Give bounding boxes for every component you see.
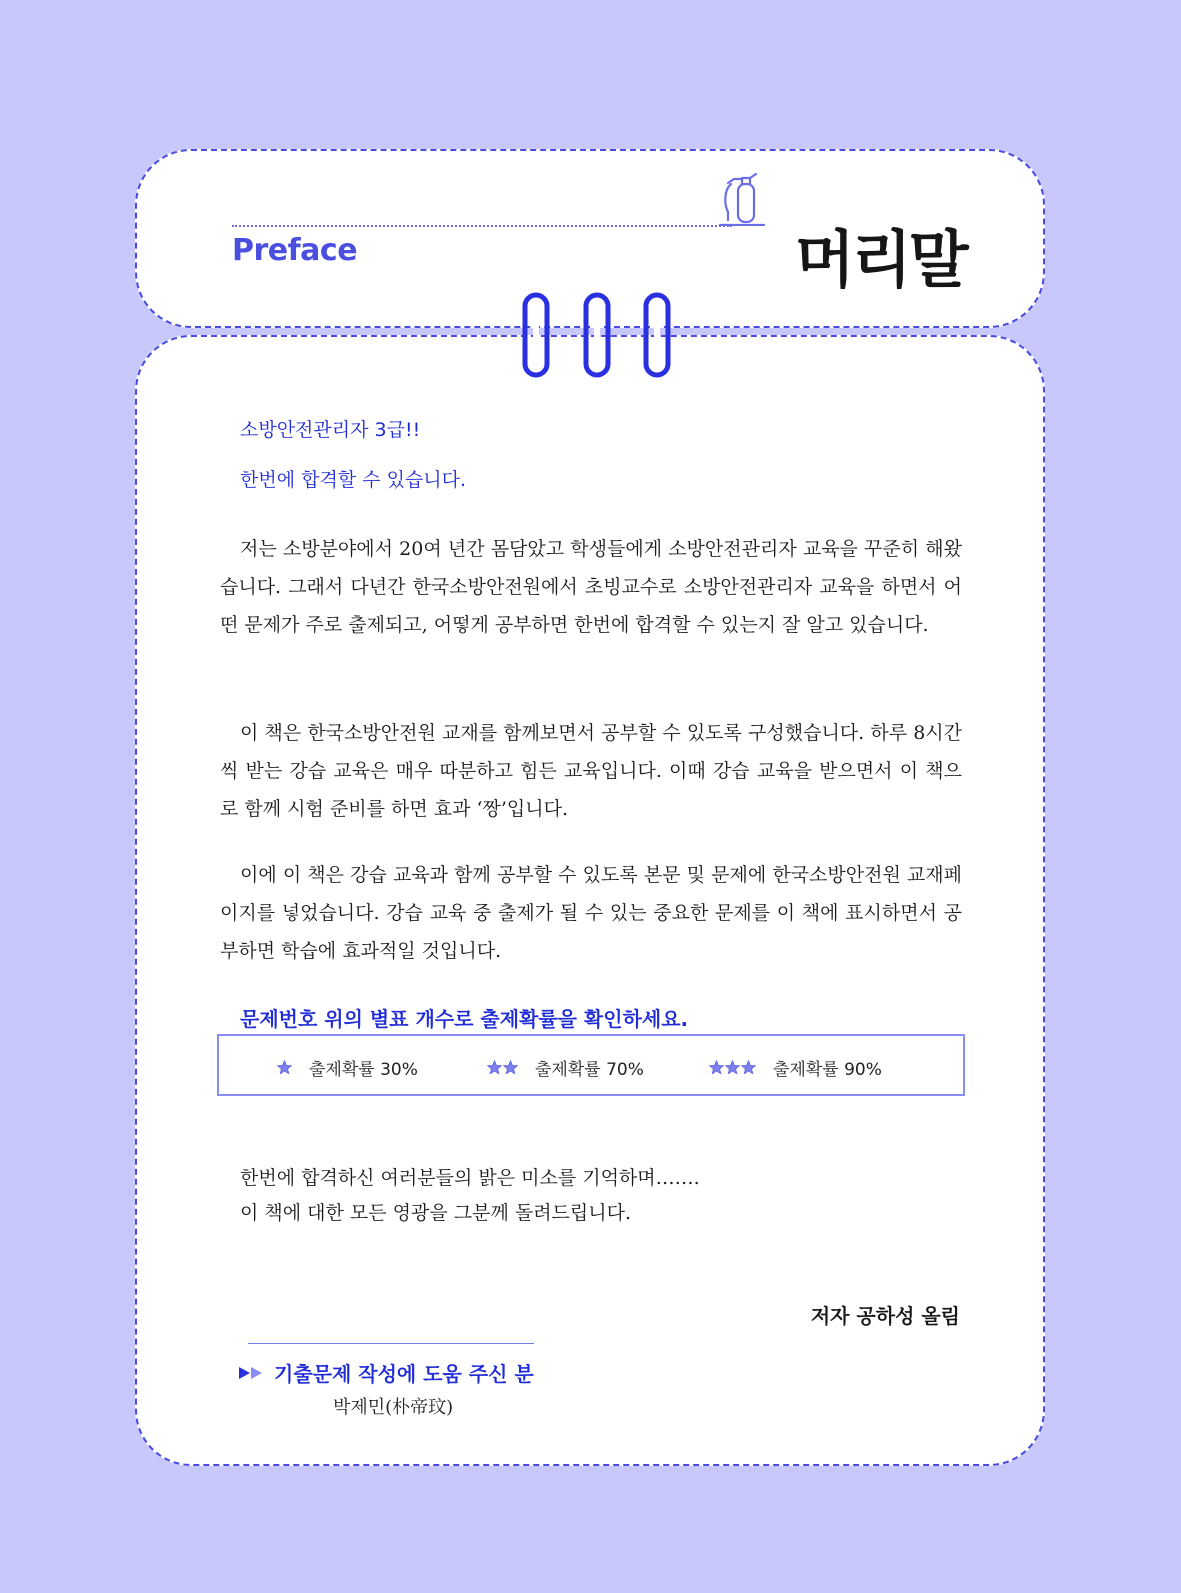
- fire-extinguisher-icon: [718, 170, 766, 226]
- intro-headline: 소방안전관리자 3급!!: [240, 419, 421, 441]
- body-paragraph: 이 책은 한국소방안전원 교재를 함께보면서 공부할 수 있도록 구성했습니다. 하루 8시간씩 받는 강습 교육은 매우 따분하고 힘든 교육입니다. 이때 강습 교육을 받으면서 이 책으로 함께 시험 준비를 하면 효과 ‘짱’입니다.: [220, 722, 962, 820]
- probability-legend: [217, 1034, 965, 1096]
- star-icon: [725, 1060, 740, 1075]
- binder-ring: [643, 292, 671, 378]
- star-icon-group: [709, 1060, 757, 1075]
- page-title: 머리말: [795, 223, 966, 296]
- author-signature: 저자 공하성 올림: [810, 1304, 960, 1328]
- star-icon: [503, 1060, 518, 1075]
- double-arrow-icon: [238, 1366, 264, 1380]
- legend-label: 출제확률 30%: [309, 1060, 418, 1080]
- star-icon-group: [277, 1060, 293, 1075]
- contributors-heading: [238, 1358, 534, 1387]
- contributors-rule: [248, 1343, 534, 1344]
- star-icon: [709, 1060, 724, 1075]
- contributor-name: 박제민(朴帝玟): [333, 1397, 454, 1418]
- body-paragraph: 저는 소방분야에서 20여 년간 몸담았고 학생들에게 소방안전관리자 교육을 꾸준히 해왔습니다. 그래서 다년간 한국소방안전원에서 초빙교수로 소방안전관리자 교육을 하면서 어떤 문제가 주로 출제되고, 어떻게 공부하면 한번에 합격할 수 있는지 잘 알고 있습니다.: [220, 538, 962, 636]
- binder-ring: [522, 292, 550, 378]
- star-icon: [277, 1060, 292, 1075]
- closing-line: 이 책에 대한 모든 영광을 그분께 돌려드립니다.: [240, 1202, 632, 1224]
- star-icon-group: [487, 1060, 519, 1075]
- preface-label: Preface: [232, 233, 358, 268]
- intro-subheadline: 한번에 합격할 수 있습니다.: [240, 469, 467, 491]
- legend-label: 출제확률 90%: [773, 1060, 882, 1080]
- preface-dotted-rule: [232, 225, 732, 227]
- legend-label: 출제확률 70%: [535, 1060, 644, 1080]
- body-paragraph: 이에 이 책은 강습 교육과 함께 공부할 수 있도록 본문 및 문제에 한국소방안전원 교재페이지를 넣었습니다. 강습 교육 중 출제가 될 수 있는 중요한 문제를 이 책에 표시하면서 공부하면 학습에 효과적일 것입니다.: [220, 864, 962, 962]
- contributors-label: 기출문제 작성에 도움 주신 분: [274, 1362, 534, 1386]
- legend-item: [709, 1055, 882, 1080]
- legend-item: [487, 1055, 644, 1080]
- star-callout: 문제번호 위의 별표 개수로 출제확률을 확인하세요.: [240, 1007, 689, 1031]
- legend-item: [277, 1055, 418, 1080]
- star-icon: [741, 1060, 756, 1075]
- closing-line: 한번에 합격하신 여러분들의 밝은 미소를 기억하며…….: [240, 1167, 700, 1189]
- binder-ring: [583, 292, 611, 378]
- star-icon: [487, 1060, 502, 1075]
